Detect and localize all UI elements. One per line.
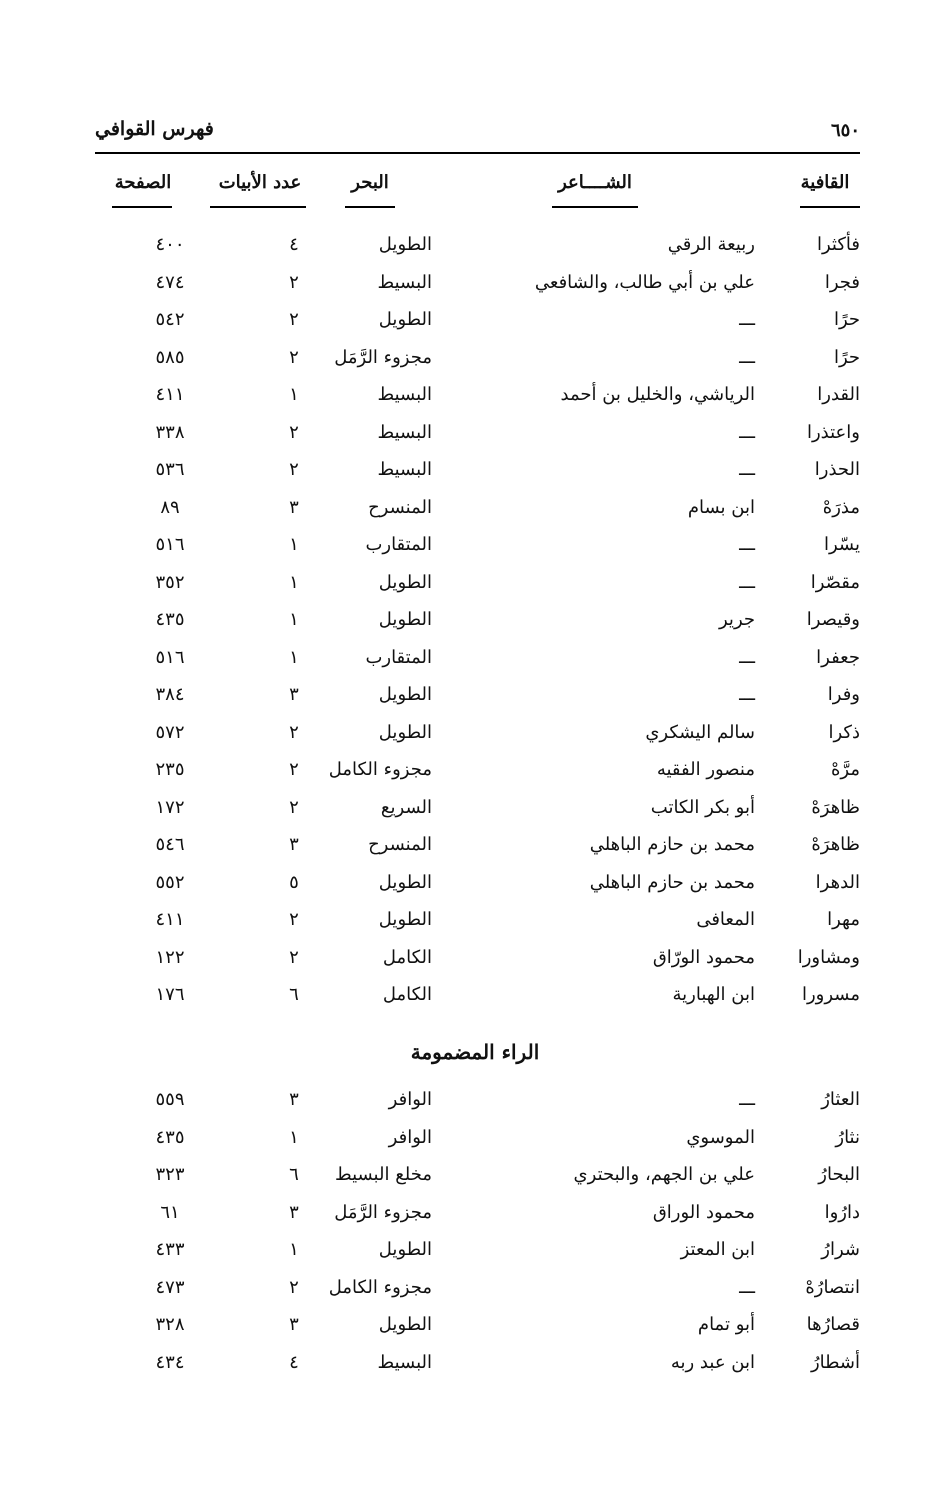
poet-cell: ـــ bbox=[739, 459, 755, 480]
index-row bbox=[0, 266, 950, 300]
column-header-page: الصفحة bbox=[114, 172, 172, 193]
poet-cell: ـــ bbox=[739, 534, 755, 555]
rhyme-cell: فأكثرا bbox=[816, 234, 860, 255]
page-ref-cell: ٤٠٠ bbox=[155, 234, 185, 255]
section-title: الراء المضمومة bbox=[410, 1040, 540, 1064]
verse-count-cell: ٢ bbox=[289, 759, 299, 780]
verse-count-cell: ٢ bbox=[289, 309, 299, 330]
index-row bbox=[0, 491, 950, 525]
rhyme-cell: مذرَهْ bbox=[822, 496, 860, 518]
rhyme-cell: شرارُ bbox=[821, 1239, 860, 1260]
meter-cell: المنسرح bbox=[368, 834, 432, 855]
rhyme-cell: ذكرا bbox=[828, 721, 860, 743]
rhyme-cell: وفرا bbox=[827, 684, 860, 705]
running-title: فهرس القوافي bbox=[95, 118, 214, 140]
verse-count-cell: ٦ bbox=[289, 1164, 299, 1185]
rhyme-cell: العثارُ bbox=[821, 1089, 860, 1110]
page-ref-cell: ٣٥٢ bbox=[155, 571, 185, 593]
page-ref-cell: ٤٣٥ bbox=[155, 609, 185, 630]
meter-cell: الطويل bbox=[378, 309, 432, 330]
poet-cell: ـــ bbox=[739, 421, 755, 443]
page-ref-cell: ٤٧٣ bbox=[155, 1276, 185, 1298]
rhyme-cell: واعتذرا bbox=[806, 421, 860, 443]
meter-cell: البسيط bbox=[377, 459, 432, 480]
column-header-page-underline bbox=[112, 206, 172, 208]
meter-cell: الطويل bbox=[378, 684, 432, 705]
column-header-count-underline bbox=[210, 206, 306, 208]
meter-cell: مجزوء الكامل bbox=[328, 1276, 432, 1298]
poet-cell: محمد بن حازم الباهلي bbox=[589, 871, 755, 893]
verse-count-cell: ١ bbox=[289, 609, 299, 630]
rhyme-cell: جعفرا bbox=[816, 646, 860, 668]
index-row bbox=[0, 416, 950, 450]
page-ref-cell: ٤٣٥ bbox=[155, 1126, 185, 1148]
rhyme-cell: مرَّهْ bbox=[830, 759, 860, 780]
column-header-bahr-underline bbox=[345, 206, 395, 208]
poet-cell: علي بن الجهم، والبحتري bbox=[573, 1164, 755, 1185]
meter-cell: الوافر bbox=[388, 1126, 432, 1148]
index-row bbox=[0, 978, 950, 1012]
page-ref-cell: ١٢٢ bbox=[155, 946, 185, 968]
page-ref-cell: ٣٣٨ bbox=[155, 421, 185, 443]
rhyme-cell: حرًا bbox=[833, 346, 860, 368]
page-ref-cell: ٤٣٤ bbox=[155, 1351, 185, 1373]
poet-cell: الرياشي، والخليل بن أحمد bbox=[560, 384, 755, 405]
column-header-shaer: الشــــاعر bbox=[558, 172, 632, 193]
header-rule bbox=[95, 152, 860, 154]
page-ref-cell: ٥٥٩ bbox=[155, 1089, 185, 1110]
index-row bbox=[0, 716, 950, 750]
verse-count-cell: ٥ bbox=[289, 871, 299, 893]
verse-count-cell: ٢ bbox=[289, 459, 299, 480]
meter-cell: الطويل bbox=[378, 571, 432, 593]
column-header-count: عدد الأبيات bbox=[218, 172, 302, 193]
column-header-qafiya: القافية bbox=[800, 172, 850, 193]
index-row bbox=[0, 341, 950, 375]
meter-cell: الطويل bbox=[378, 1239, 432, 1260]
index-row bbox=[0, 1196, 950, 1230]
poet-cell: محمود الورّاق bbox=[652, 946, 755, 968]
rhyme-cell: نثارُ bbox=[835, 1126, 860, 1148]
rhyme-cell: يسّرا bbox=[824, 534, 860, 555]
rhyme-cell: ومشاورا bbox=[797, 946, 860, 968]
index-row bbox=[0, 1121, 950, 1155]
index-row bbox=[0, 228, 950, 262]
verse-count-cell: ٢ bbox=[289, 721, 299, 743]
rhyme-cell: الدهرا bbox=[815, 871, 860, 893]
page-ref-cell: ٤١١ bbox=[155, 384, 185, 405]
page-ref-cell: ٥٧٢ bbox=[155, 721, 185, 743]
index-row bbox=[0, 941, 950, 975]
page-ref-cell: ١٧٢ bbox=[155, 796, 185, 818]
poet-cell: أبو بكر الكاتب bbox=[650, 796, 755, 818]
rhyme-cell: ظاهرَهْ bbox=[811, 834, 860, 855]
meter-cell: المنسرح bbox=[368, 496, 432, 518]
meter-cell: المتقارب bbox=[365, 534, 432, 555]
poet-cell: ابن عبد ربه bbox=[670, 1351, 755, 1373]
meter-cell: الطويل bbox=[378, 871, 432, 893]
meter-cell: الطويل bbox=[378, 721, 432, 743]
page-ref-cell: ٥٨٥ bbox=[155, 346, 185, 368]
page-ref-cell: ١٧٦ bbox=[155, 984, 185, 1005]
rhyme-cell: مهرا bbox=[827, 909, 860, 930]
page-ref-cell: ٣٢٨ bbox=[155, 1314, 185, 1335]
verse-count-cell: ٢ bbox=[289, 346, 299, 368]
rhyme-cell: دارُوا bbox=[824, 1201, 860, 1223]
verse-count-cell: ٣ bbox=[289, 684, 299, 705]
index-row bbox=[0, 1346, 950, 1380]
index-row bbox=[0, 453, 950, 487]
poet-cell: محمود الوراق bbox=[652, 1201, 755, 1223]
verse-count-cell: ٣ bbox=[289, 834, 299, 855]
meter-cell: السريع bbox=[380, 796, 432, 818]
poet-cell: ـــ bbox=[739, 346, 755, 368]
verse-count-cell: ٢ bbox=[289, 909, 299, 930]
index-row bbox=[0, 566, 950, 600]
index-row bbox=[0, 866, 950, 900]
page-ref-cell: ٣٨٤ bbox=[155, 684, 185, 705]
verse-count-cell: ٣ bbox=[289, 1314, 299, 1335]
poet-cell: المعافى bbox=[696, 909, 755, 930]
page-ref-cell: ٤٣٣ bbox=[155, 1239, 185, 1260]
page-ref-cell: ٥٥٢ bbox=[155, 871, 185, 893]
meter-cell: البسيط bbox=[377, 384, 432, 405]
rhyme-cell: فجرا bbox=[824, 271, 860, 293]
poet-cell: ـــ bbox=[739, 571, 755, 593]
poet-cell: جرير bbox=[719, 609, 755, 630]
poet-cell: ـــ bbox=[739, 1276, 755, 1298]
index-row bbox=[0, 641, 950, 675]
page-ref-cell: ٤١١ bbox=[155, 909, 185, 930]
page-ref-cell: ٦١ bbox=[160, 1201, 180, 1223]
index-row bbox=[0, 378, 950, 412]
index-row bbox=[0, 1158, 950, 1192]
page-ref-cell: ٥٤٦ bbox=[155, 834, 185, 855]
index-row bbox=[0, 753, 950, 787]
index-row bbox=[0, 1308, 950, 1342]
column-header-qafiya-underline bbox=[800, 206, 860, 208]
index-row bbox=[0, 1271, 950, 1305]
rhyme-cell: الحذرا bbox=[814, 459, 860, 480]
page-ref-cell: ٥١٦ bbox=[155, 534, 185, 555]
poet-cell: أبو تمام bbox=[697, 1314, 755, 1335]
verse-count-cell: ١ bbox=[289, 571, 299, 593]
rhyme-cell: مسرورا bbox=[801, 984, 860, 1005]
poet-cell: منصور الفقيه bbox=[656, 759, 755, 780]
poet-cell: ـــ bbox=[739, 1089, 755, 1110]
page-ref-cell: ٥٤٢ bbox=[155, 309, 185, 330]
verse-count-cell: ٢ bbox=[289, 796, 299, 818]
column-header-bahr: البحر bbox=[351, 172, 389, 193]
meter-cell: البسيط bbox=[377, 421, 432, 443]
page-ref-cell: ٥٣٦ bbox=[155, 459, 185, 480]
rhyme-cell: قصارُها bbox=[806, 1314, 860, 1335]
poet-cell: ابن الهبارية bbox=[672, 984, 755, 1005]
meter-cell: مجزوء الرَّمَل bbox=[334, 346, 432, 368]
poet-cell: ـــ bbox=[739, 309, 755, 330]
verse-count-cell: ٤ bbox=[289, 1351, 299, 1373]
page-ref-cell: ٨٩ bbox=[160, 496, 180, 518]
poet-cell: ابن بسام bbox=[687, 496, 755, 518]
verse-count-cell: ٢ bbox=[289, 1276, 299, 1298]
meter-cell: مخلع البسيط bbox=[334, 1164, 432, 1185]
rhyme-cell: انتصارُهْ bbox=[805, 1276, 860, 1298]
poet-cell: ـــ bbox=[739, 684, 755, 705]
index-row bbox=[0, 678, 950, 712]
meter-cell: الكامل bbox=[382, 946, 432, 968]
meter-cell: مجزوء الرَّمَل bbox=[334, 1201, 432, 1223]
poet-cell: الموسوي bbox=[686, 1126, 755, 1148]
poet-cell: ـــ bbox=[739, 646, 755, 668]
rhyme-cell: وقيصرا bbox=[806, 609, 860, 630]
meter-cell: الطويل bbox=[378, 909, 432, 930]
rhyme-cell: مقصّرا bbox=[810, 571, 860, 593]
verse-count-cell: ٦ bbox=[289, 984, 299, 1005]
index-row bbox=[0, 791, 950, 825]
verse-count-cell: ٣ bbox=[289, 496, 299, 518]
index-row bbox=[0, 528, 950, 562]
verse-count-cell: ٢ bbox=[289, 421, 299, 443]
index-row bbox=[0, 903, 950, 937]
index-row bbox=[0, 603, 950, 637]
index-row bbox=[0, 1083, 950, 1117]
poet-cell: ابن المعتز bbox=[680, 1239, 755, 1260]
index-row bbox=[0, 303, 950, 337]
poet-cell: علي بن أبي طالب، والشافعي bbox=[534, 271, 755, 293]
meter-cell: البسيط bbox=[377, 1351, 432, 1373]
rhyme-cell: البحارُ bbox=[818, 1164, 860, 1185]
meter-cell: الوافر bbox=[388, 1089, 432, 1110]
rhyme-cell: القدرا bbox=[817, 384, 860, 405]
running-head bbox=[95, 118, 860, 152]
page-number: ٦٥٠ bbox=[830, 120, 860, 141]
page-ref-cell: ٥١٦ bbox=[155, 646, 185, 668]
meter-cell: الكامل bbox=[382, 984, 432, 1005]
verse-count-cell: ٤ bbox=[289, 234, 299, 255]
meter-cell: المتقارب bbox=[365, 646, 432, 668]
verse-count-cell: ٢ bbox=[289, 946, 299, 968]
verse-count-cell: ٢ bbox=[289, 271, 299, 293]
verse-count-cell: ١ bbox=[289, 384, 299, 405]
meter-cell: البسيط bbox=[377, 271, 432, 293]
poet-cell: سالم اليشكري bbox=[645, 721, 755, 743]
verse-count-cell: ١ bbox=[289, 1126, 299, 1148]
poet-cell: محمد بن حازم الباهلي bbox=[589, 834, 755, 855]
poet-cell: ربيعة الرقي bbox=[667, 234, 755, 255]
rhyme-cell: حرًا bbox=[833, 309, 860, 330]
meter-cell: الطويل bbox=[378, 1314, 432, 1335]
verse-count-cell: ١ bbox=[289, 646, 299, 668]
verse-count-cell: ١ bbox=[289, 1239, 299, 1260]
rhyme-cell: ظاهرَهْ bbox=[811, 796, 860, 818]
page-ref-cell: ٢٣٥ bbox=[155, 759, 185, 780]
column-header-shaer-underline bbox=[552, 206, 638, 208]
index-row bbox=[0, 1233, 950, 1267]
index-row bbox=[0, 828, 950, 862]
meter-cell: مجزوء الكامل bbox=[328, 759, 432, 780]
verse-count-cell: ١ bbox=[289, 534, 299, 555]
page-ref-cell: ٤٧٤ bbox=[155, 271, 185, 293]
meter-cell: الطويل bbox=[378, 609, 432, 630]
verse-count-cell: ٣ bbox=[289, 1201, 299, 1223]
rhyme-cell: أشطارُ bbox=[810, 1351, 860, 1373]
page-ref-cell: ٣٢٣ bbox=[155, 1164, 185, 1185]
meter-cell: الطويل bbox=[378, 234, 432, 255]
verse-count-cell: ٣ bbox=[289, 1089, 299, 1110]
